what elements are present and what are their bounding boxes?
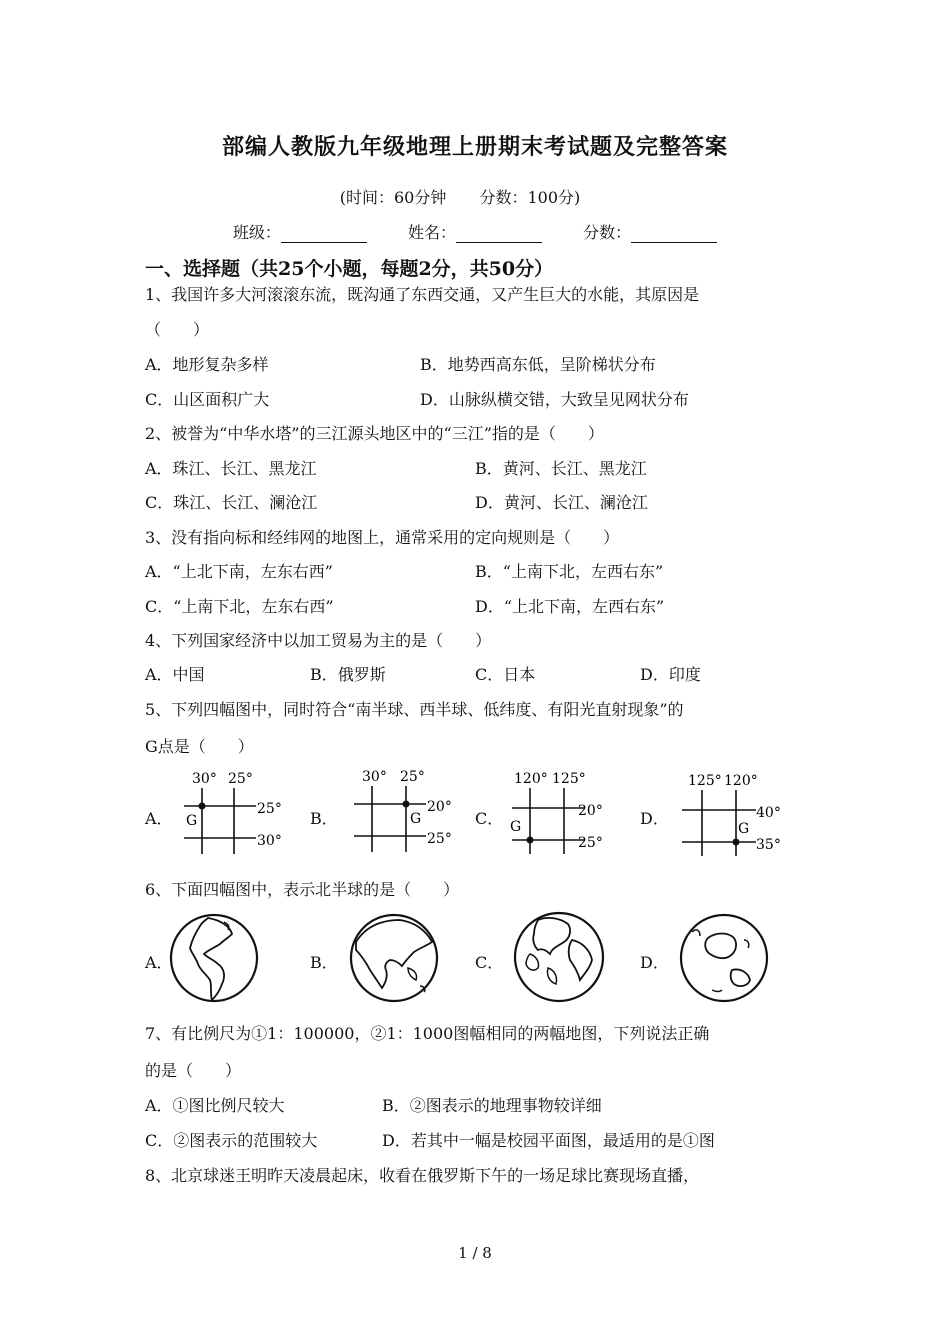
grid-d-g: G [738, 821, 750, 837]
q5-label-c[interactable]: C． [475, 809, 504, 828]
time-info: (时间：60分钟 [339, 188, 447, 207]
grid-c-right-1: 20° [578, 803, 603, 819]
q4-option-d[interactable]: D．印度 [640, 665, 701, 684]
grid-b-top-1: 30° [362, 769, 387, 785]
q3-option-c[interactable]: C．“上南下北，左东右西” [145, 597, 334, 616]
q7-option-b[interactable]: B．②图表示的地理事物较详细 [382, 1096, 602, 1115]
q7-stem-cont: 的是（ ） [145, 1061, 242, 1080]
q5-stem-cont: G点是（ ） [145, 737, 254, 756]
q6-label-d[interactable]: D． [640, 953, 669, 972]
q5-grid-d [680, 770, 792, 860]
q5-label-b[interactable]: B． [310, 809, 338, 828]
exam-meta [0, 185, 920, 208]
q5-label-d[interactable]: D． [640, 809, 669, 828]
q5-label-a[interactable]: A． [145, 809, 173, 828]
q3-option-b[interactable]: B．“上南下北，左西右东” [475, 562, 664, 581]
grid-a-right-2: 30° [257, 833, 282, 849]
q7-option-a[interactable]: A．①图比例尺较大 [145, 1096, 285, 1115]
grid-d-right-1: 40° [756, 805, 781, 821]
grid-c-g: G [510, 819, 522, 835]
q2-option-b[interactable]: B．黄河、长江、黑龙江 [475, 459, 647, 478]
q7-option-c[interactable]: C．②图表示的范围较大 [145, 1131, 318, 1150]
q6-label-c[interactable]: C． [475, 953, 504, 972]
grid-a-g: G [186, 813, 198, 829]
grid-b-right-1: 20° [427, 799, 452, 815]
q6-stem: 6、下面四幅图中，表示北半球的是（ ） [145, 880, 460, 899]
q4-option-a[interactable]: A．中国 [145, 665, 205, 684]
q6-globe-c [512, 910, 606, 1004]
q5-grid-b [350, 766, 460, 856]
q1-option-b[interactable]: B．地势西高东低，呈阶梯状分布 [420, 355, 656, 374]
grid-b-g: G [410, 811, 422, 827]
q4-option-c[interactable]: C．日本 [475, 665, 536, 684]
q1-option-a[interactable]: A．地形复杂多样 [145, 355, 269, 374]
q7-option-d[interactable]: D．若其中一幅是校园平面图，最适用的是①图 [382, 1131, 715, 1150]
q5-stem: 5、下列四幅图中，同时符合“南半球、西半球、低纬度、有阳光直射现象”的 [145, 700, 684, 719]
q6-globe-b [348, 912, 440, 1004]
q4-option-b[interactable]: B．俄罗斯 [310, 665, 386, 684]
grid-d-top-2: 120° [724, 773, 758, 789]
q3-option-a[interactable]: A．“上北下南，左东右西” [145, 562, 333, 581]
q1-stem: 1、我国许多大河滚滚东流，既沟通了东西交通，又产生巨大的水能，其原因是 [145, 285, 700, 304]
q5-grid-c [508, 768, 620, 858]
q1-option-c[interactable]: C．山区面积广大 [145, 390, 270, 409]
grid-c-top-2: 125° [552, 771, 586, 787]
q6-label-a[interactable]: A． [145, 953, 173, 972]
q6-globe-a [168, 912, 260, 1004]
grid-a-top-1: 30° [192, 771, 217, 787]
q3-option-d[interactable]: D．“上北下南，左西右东” [475, 597, 665, 616]
page-title: 部编人教版九年级地理上册期末考试题及完整答案 [221, 134, 728, 160]
section-heading: 一、选择题（共25个小题，每题2分，共50分） [145, 258, 554, 280]
q6-label-b[interactable]: B． [310, 953, 338, 972]
q2-option-c[interactable]: C．珠江、长江、澜沧江 [145, 493, 318, 512]
q5-grid-a [178, 768, 288, 858]
q1-option-d[interactable]: D．山脉纵横交错，大致呈见网状分布 [420, 390, 689, 409]
score-info: 分数：100分) [479, 188, 581, 207]
grid-c-right-2: 25° [578, 835, 603, 851]
q1-paren: （ ） [145, 320, 210, 339]
grid-a-right-1: 25° [257, 801, 282, 817]
grid-b-right-2: 25° [427, 831, 452, 847]
q4-stem: 4、下列国家经济中以加工贸易为主的是（ ） [145, 631, 492, 650]
grid-d-right-2: 35° [756, 837, 781, 853]
grid-c-top-1: 120° [514, 771, 548, 787]
page-number: 1 / 8 [458, 1244, 492, 1262]
grid-b-top-2: 25° [400, 769, 425, 785]
q6-globe-d [678, 912, 770, 1004]
q2-option-d[interactable]: D．黄河、长江、澜沧江 [475, 493, 648, 512]
q8-stem: 8、北京球迷王明昨天凌晨起床，收看在俄罗斯下午的一场足球比赛现场直播， [145, 1166, 700, 1185]
student-fields [0, 220, 950, 243]
grid-a-top-2: 25° [228, 771, 253, 787]
q7-stem: 7、有比例尺为①1：100000，②1：1000图幅相同的两幅地图，下列说法正确 [145, 1024, 710, 1043]
q3-stem: 3、没有指向标和经纬网的地图上，通常采用的定向规则是（ ） [145, 528, 620, 547]
grid-d-top-1: 125° [688, 773, 722, 789]
class-field[interactable]: 班级： [233, 220, 367, 243]
q2-option-a[interactable]: A．珠江、长江、黑龙江 [145, 459, 317, 478]
name-field[interactable]: 姓名： [408, 220, 542, 243]
score-field[interactable]: 分数： [583, 220, 717, 243]
q2-stem: 2、被誉为“中华水塔”的三江源头地区中的“三江”指的是（ ） [145, 424, 604, 443]
